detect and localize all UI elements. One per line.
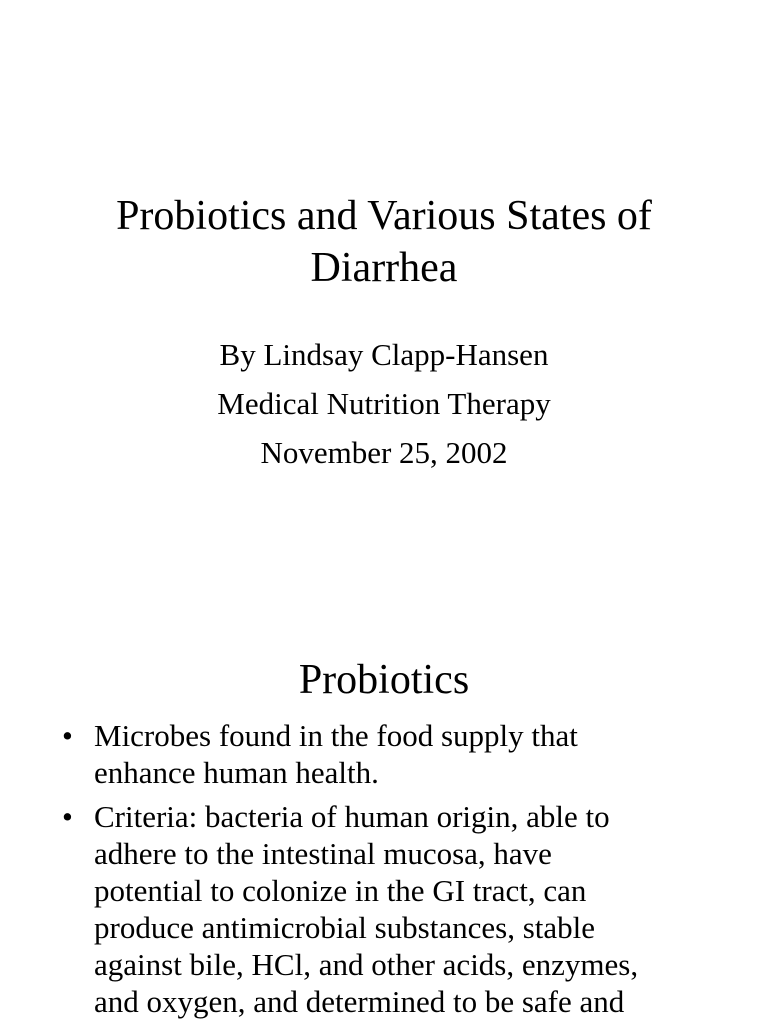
bullet-line: potential to colonize in the GI tract, can <box>94 873 587 908</box>
author-line: By Lindsay Clapp-Hansen <box>219 337 549 372</box>
bullet-line: produce antimicrobial substances, stable <box>94 910 596 945</box>
bullet-line: enhance human health. <box>94 755 379 790</box>
probiotics-slide <box>0 576 768 1024</box>
title-line-2: Diarrhea <box>310 245 458 291</box>
title-line-1: Probiotics and Various States of <box>116 193 652 239</box>
bullet-list <box>62 717 712 1024</box>
date-line: November 25, 2002 <box>260 435 508 470</box>
slide-title: Probiotics <box>298 657 470 703</box>
presentation-title <box>0 190 768 294</box>
course-line: Medical Nutrition Therapy <box>217 386 551 421</box>
bullet-line: Criteria: bacteria of human origin, able to <box>94 799 610 834</box>
bullet-item <box>62 717 712 791</box>
bullet-line: Microbes found in the food supply that <box>94 718 578 753</box>
subtitle-block <box>0 330 768 477</box>
bullet-line: against bile, HCl, and other acids, enzymes, <box>94 947 639 982</box>
bullet-line: and oxygen, and determined to be safe and <box>94 984 625 1019</box>
bullet-item <box>62 798 712 1020</box>
bullet-icon: • <box>62 718 73 753</box>
bullet-line: adhere to the intestinal mucosa, have <box>94 836 552 871</box>
bullet-icon: • <box>62 799 73 834</box>
